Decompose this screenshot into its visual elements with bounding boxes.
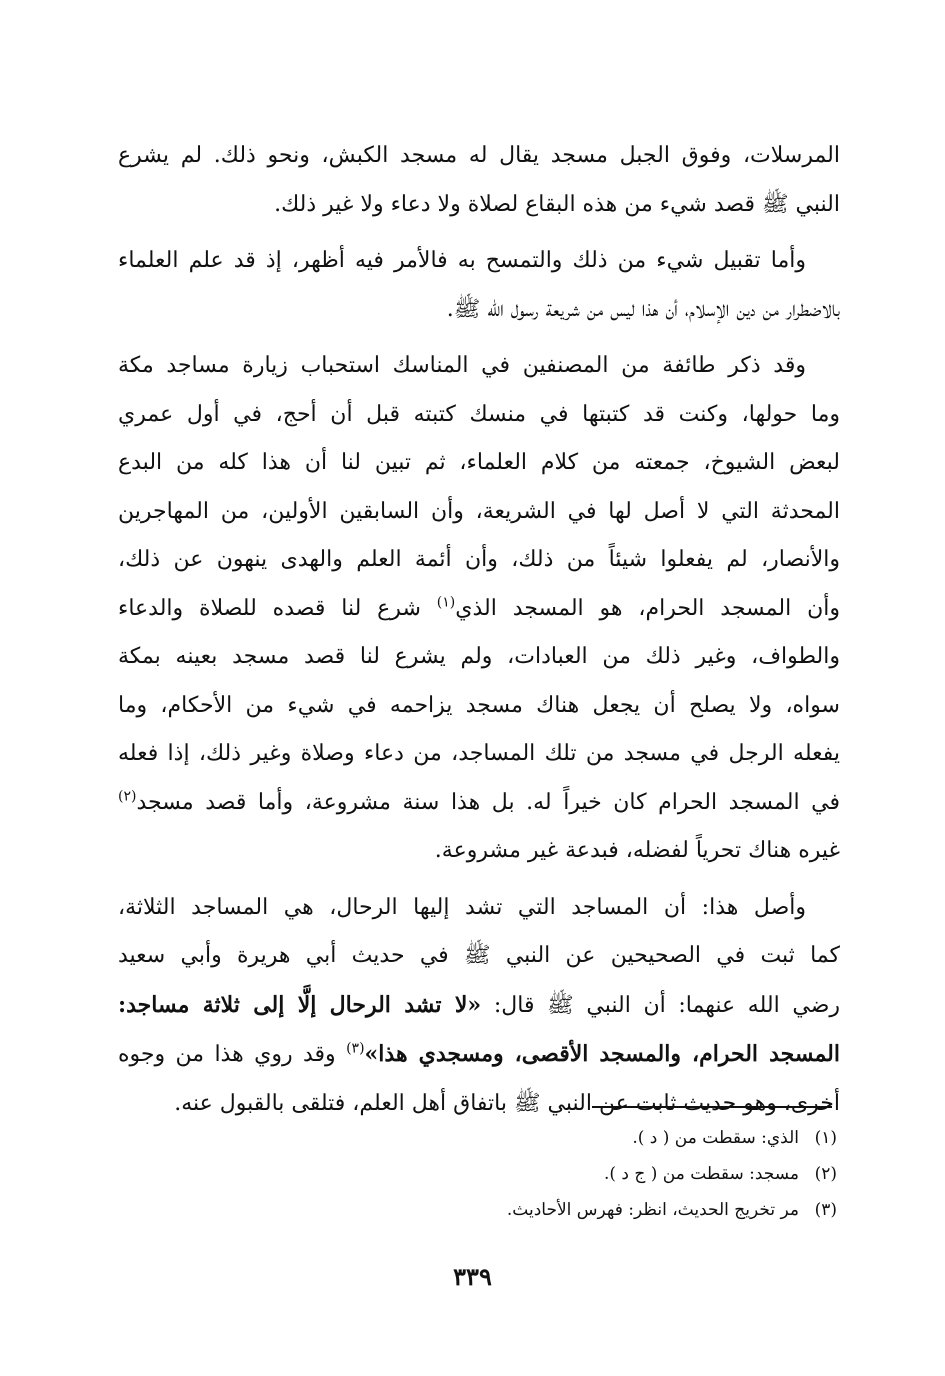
hadith-text: المسجد الحرام، والمسجد الأقصى، ومسجدي هذا» — [364, 1041, 840, 1067]
footnote-ref-2: (٢) — [118, 788, 137, 805]
text-segment: وقد روي هذا من وجوه — [118, 1042, 347, 1067]
text-segment: رضي الله عنهما: أن النبي ﷺ قال: — [481, 992, 841, 1018]
text-segment: في المسجد الحرام كان خيراً له. بل هذا سنة مشروعة، وأما قصد مسجد — [136, 789, 840, 815]
text-line: وأصل هذا: أن المساجد التي تشد إليها الرحال، هي المساجد الثلاثة، — [118, 894, 806, 920]
main-text — [118, 132, 840, 1136]
text-line: المحدثة التي لا أصل لها في الشريعة، وأن السابقين الأولين، من المهاجرين — [118, 498, 840, 524]
hadith-text: «لا تشد الرحال إلَّا إلى ثلاثة مساجد: — [118, 991, 482, 1018]
text-line-with-note — [118, 779, 840, 828]
text-line: يفعله الرجل في مسجد من تلك المساجد، من دعاء وصلاة وغير ذلك، إذا فعله — [118, 741, 840, 766]
text-line: وما حولها، وكنت قد كتبتها في منسك كتبته قبل أن أحج، في أول عمري — [118, 401, 840, 427]
paragraph-2 — [118, 237, 840, 334]
footnote-text: الذي: سقطت من ( د ). — [632, 1128, 799, 1148]
paragraph-4 — [118, 884, 840, 1129]
page-number: ٣٣٩ — [453, 1262, 492, 1291]
text-segment: وأن المسجد الحرام، هو المسجد الذي — [455, 595, 841, 621]
paragraph-1 — [118, 132, 840, 229]
footnote-3 — [337, 1192, 837, 1228]
footnote-text: مر تخريج الحديث، انظر: فهرس الأحاديث. — [506, 1200, 799, 1220]
text-line: كما ثبت في الصحيحين عن النبي ﷺ في حديث أبي هريرة وأبي سعيد — [118, 943, 840, 968]
text-line-with-hadith — [118, 981, 840, 1031]
text-line: النبي ﷺ قصد شيء من هذه البقاع لصلاة ولا دعاء ولا غير ذلك. — [274, 191, 840, 217]
footnote-2 — [337, 1156, 837, 1192]
footnote-ref-3: (٣) — [346, 1040, 365, 1057]
text-line: والأنصار، لم يفعلوا شيئاً من ذلك، وأن أئمة العلم والهدى ينهون عن ذلك، — [118, 547, 840, 572]
text-line-with-note — [118, 585, 840, 634]
footnotes — [337, 1120, 837, 1228]
paragraph-3 — [118, 342, 840, 876]
footnote-number: (١) — [814, 1128, 837, 1148]
text-line: والطواف، وغير ذلك من العبادات، ولم يشرع لنا قصد مسجد بعينه بمكة — [118, 644, 840, 669]
text-line-with-hadith — [118, 1030, 840, 1080]
text-line: غيره هناك تحرياً لفضله، فبدعة غير مشروعة. — [434, 838, 840, 863]
text-line: وأما تقبيل شيء من ذلك والتمسح به فالأمر فيه أظهر، إذ قد علم العلماء — [118, 248, 806, 273]
text-line: المرسلات، وفوق الجبل مسجد يقال له مسجد الكبش، ونحو ذلك. لم يشرع — [118, 143, 840, 168]
footnote-number: (٢) — [814, 1164, 837, 1184]
text-line: لبعض الشيوخ، جمعته من كلام العلماء، ثم تبين لنا أن هذا كله من البدع — [118, 450, 840, 475]
text-line: بالاضطرار من دين الإسلام، أن هذا ليس من شريعة رسول الله ﷺ. — [446, 296, 840, 322]
footnote-separator — [592, 1106, 832, 1108]
footnote-number: (٣) — [814, 1200, 837, 1220]
footnote-1 — [337, 1120, 837, 1156]
text-line: سواه، ولا يصلح أن يجعل هناك مسجد يزاحمه في شيء من الأحكام، وما — [118, 692, 840, 718]
text-segment: شرع لنا قصده للصلاة والدعاء — [118, 595, 437, 621]
text-line: أخرى، وهو حديث ثابت عن النبي ﷺ باتفاق أهل العلم، فتلقى بالقبول عنه. — [174, 1090, 840, 1116]
footnote-text: مسجد: سقطت من ( ج د ). — [603, 1164, 799, 1184]
text-line: وقد ذكر طائفة من المصنفين في المناسك استحباب زيارة مساجد مكة — [118, 353, 806, 378]
footnote-ref-1: (١) — [436, 594, 456, 611]
